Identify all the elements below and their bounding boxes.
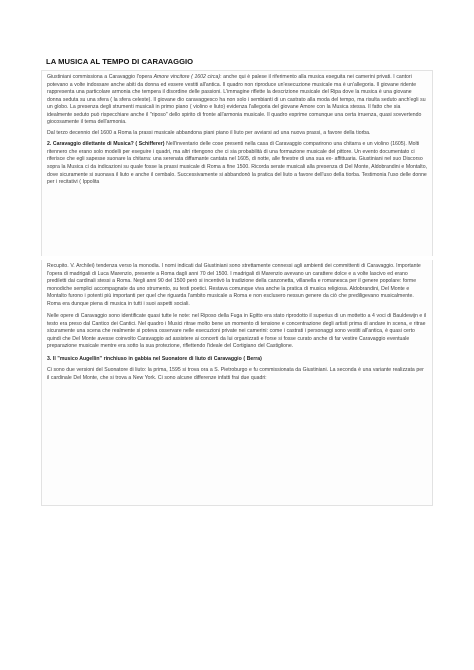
paragraph-text: Nell'inventario delle cose presenti nella casa di Caravaggio comparirono una chitarra e un violino (1605). Molti ritennero che erano solo modelli per eseguire i quadri, ma altri ritengono che ci sia probabilità di una formazione musicale del pittore. Un evento documentato ci riferisce che egli sapesse suonare la chitarra: una serenata diffamante cantata nel 1605, di notte, alle finestre di una sua ex- affittuaria. Giustiniani nel suo Discorso sopra la Musica ci da indicazioni su quale fosse la prassi musicale di Roma a fine 1500. Ricorda serate musicali alla presenza di Del Monte, Aldobrandini e Montalto, dove sicuramente si suonava il liuto e anche il cembalo. Successivamente si abbandonò la pratica del liuto a favore dell'uso della tiorba. Testimonia l'uso delle donne per i recitativi ( Ippolita <box>47 141 428 186</box>
paragraph-tiorba: Dal terzo decennio del 1600 a Roma la prassi musicale abbandona piani piano il liuto per avviarsi ad una nuova prassi, a favore della tiorba. <box>47 130 371 137</box>
text-block-first <box>41 70 433 256</box>
section-heading-2: 2. Caravaggio dilettante di Musica? ( Schifferer) <box>47 141 165 148</box>
paragraph-text: : anche qui è palese il riferimento alla musica eseguita nei camerini privati. I cantori potevano a volte indossare anche abiti da donna ed essere vestiti all'antica. Il quadro non riproduce un'esecuzione musicale ma è un'allegoria. Il giovane ridente rappresenta una particolare armonia che tempera il disordine delle passioni. L'immagine riflette la descrizione musicale del Ripa dove la musica è una giovane donna seduta su una sfera ( la sfera celeste). Il giovane dio caravaggesco ha non solo i sembianti di un castrato alla moda del tempo, ma risulta seduto anch'egli su un globo. La presenza degli strumenti musicali in primo piano ( violino e liuto) evidenza l'allegoria del giovane Amore con la Musica stessa. Il fatto che sia idealmente seduto può rispecchiare anche il "riposo" dello spirito di fronte all'armonia musicale. Il quadro esprime comunque una certa irruenza, quasi sovvertendo giocosamente il tema dell'armonia. <box>47 74 426 126</box>
section-heading-3 <box>47 356 427 364</box>
paragraph-amore-vincitore <box>47 74 427 127</box>
text-block-second <box>41 260 433 506</box>
document-title: LA MUSICA AL TEMPO DI CARAVAGGIO <box>46 57 194 66</box>
paragraph-caravaggio-dilettante <box>47 141 427 186</box>
paragraph-monodia: Recupito. V. Archilei) tendenza verso la monodia. I nomi indicati dal Giustiniani sono strettamente connessi agli ambienti dei committenti di Caravaggio. Importante l'opera di madrigali di Luca Marenzio, presente a Roma dagli anni 70 del 1500. I madrigali di Marenzio avevano un carattere dolce e a volte lascivo ed erano prediletti dai cardinali stessi a Roma. Negli anni 90 del 1500 però si incentivò la tradizione della canzonetta, villanella e romanesca per il genere popolare: forme monodiche semplici accompagnate da uno strumento, su testi poetici. Restava comunque viva anche la pratica di musica religiosa. Aldobrandini, Del Monte e Montalto furono i potenti più importanti per quel che riguarda l'ambito musicale a Roma e non esclusero nessun genere da ciò che prediligevano musicalmente. Roma era dunque piena di musica in tutti i suoi aspetti sociali. <box>47 263 421 307</box>
paragraph-suonatore-liuto: Ci sono due versioni del Suonatore di liuto: la prima, 1595 si trova ora a S. Pietroburgo e fu commissionata da Giustiniani. La seconda è una variante realizzata per il cardinale Del Monte, che si trova a New York. Ci sono alcune differenze infatti frai due quadri: <box>47 367 424 381</box>
section-heading-3-text: 3. Il "musico Augellin" rinchiuso in gabbia nel Suonatore di liuto di Caravaggio ( Berra) <box>47 356 262 363</box>
paragraph-opere-caravaggio: Nelle opere di Caravaggio sono identificate quasi tutte le note: nel Riposo della Fuga in Egitto era stato riprodotto il superius di un mottetto a 4 voci di Bauldewijn e il testo era preso dal Cantico dei Cantici. Nel quadro i Musici ritrae molto bene un momento di tensione e concentrazione degli artisti prima di andare in scena, e ritrae sicuramente una scena che realmente si poteva osservare nelle esecuzioni private nei camerini: come i castrati i personaggi sono vestiti all'antica, è quasi certo quindi che Del Monte avesse coinvolto Caravaggio ad assistere ai concerti da lui organizzati e forse si fosse curato anche di far vestire Caravaggio eventuale preparazione musicale mentre era sotto la sua protezione, riflettendo l'ideale del Cortigiano del Castiglione. <box>47 313 427 350</box>
paragraph-text: Giustiniani commissiona a Caravaggio l'opera <box>47 74 154 80</box>
artwork-title-italic: Amore vincitore ( 1602 circa) <box>153 74 221 80</box>
